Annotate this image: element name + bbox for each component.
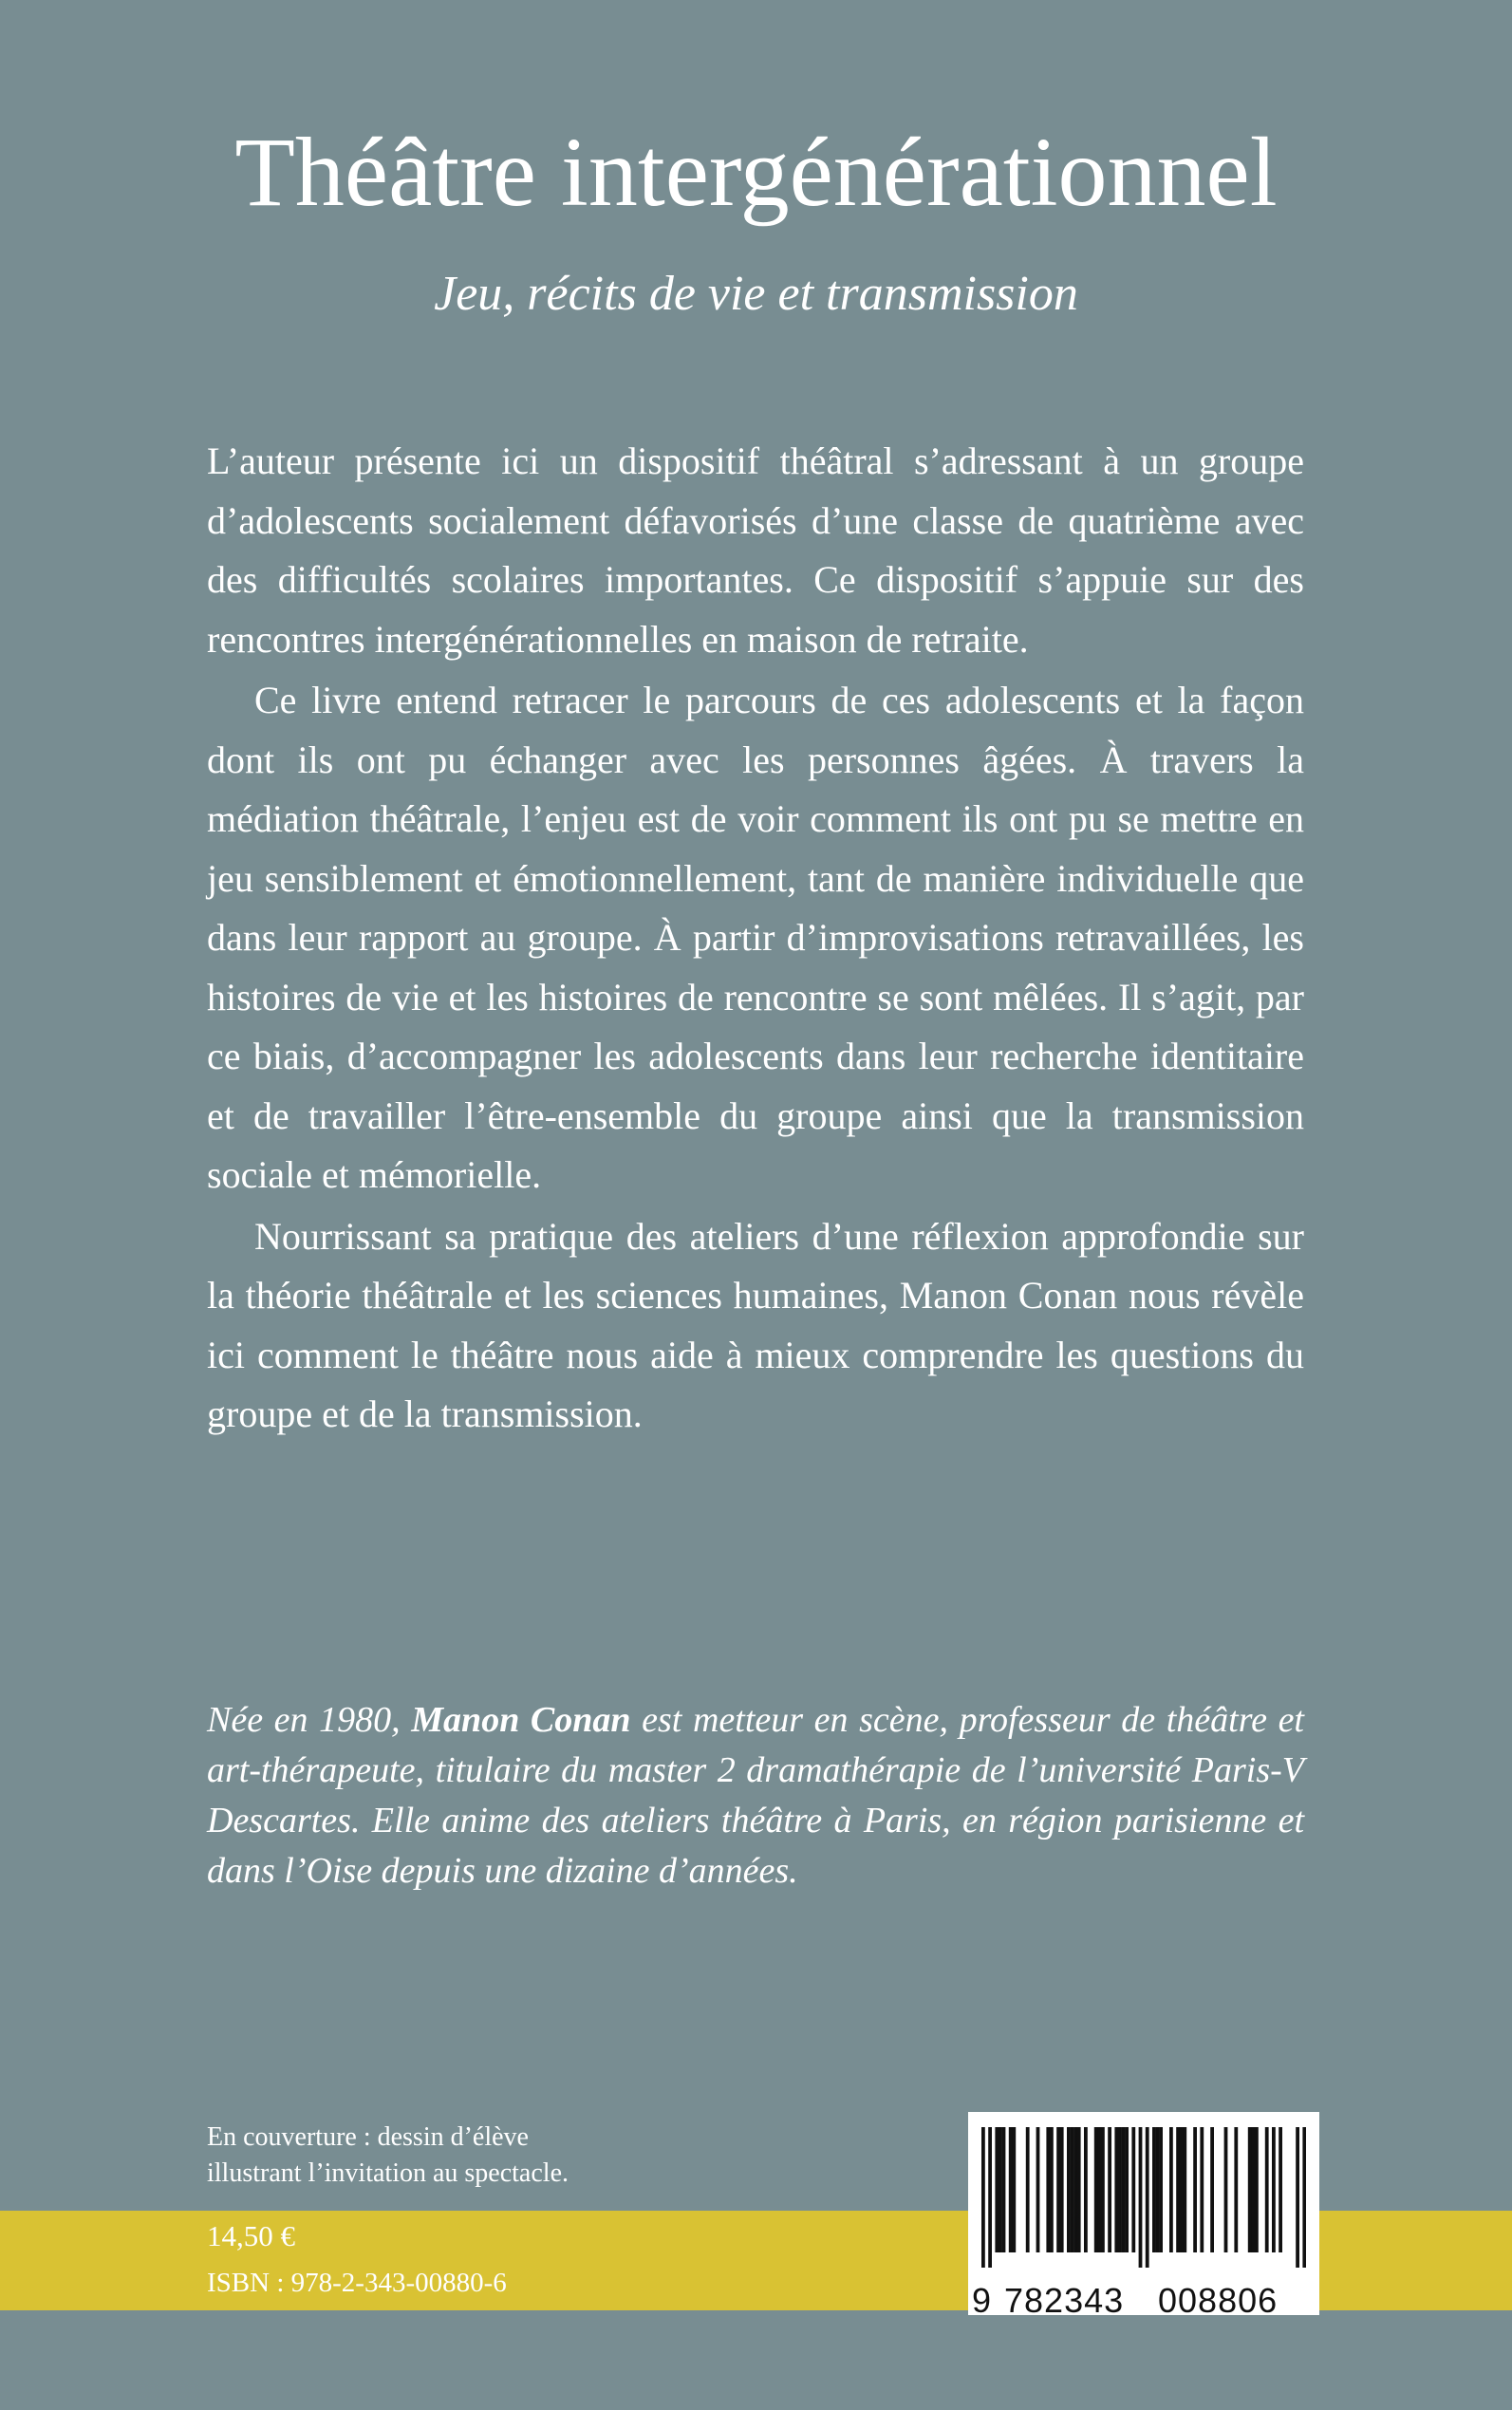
summary-text	[207, 432, 1304, 1445]
book-title: Théâtre intergénérationnel	[234, 118, 1278, 227]
barcode-bar	[988, 2127, 992, 2268]
summary-paragraph-2: Ce livre entend retracer le parcours de ces adolescents et la façon dont ils ont pu échanger avec les personnes âgées. À travers la médiation théâtrale, l’enjeu est de voir comment ils ont pu se mettre en jeu sensiblement et émotionnellement, tant de manière individuelle que dans leur rapport au groupe. À partir d’improvisations retravaillées, les histoires de vie et les histoires de rencontre se sont mêlées. Il s’agit, par ce biais, d’accompagner les adolescents dans leur recherche identitaire et de travailler l’être-ensemble du groupe ainsi que la transmission sociale et mémorielle.	[207, 679, 1304, 1196]
barcode-bar	[1101, 2127, 1105, 2252]
barcode-bar	[1084, 2127, 1088, 2252]
barcode-bar	[1067, 2127, 1071, 2252]
barcode-bar	[1108, 2127, 1111, 2252]
price: 14,50 €	[207, 2219, 295, 2252]
barcode-bar	[999, 2127, 1002, 2252]
barcode-bar	[1056, 2127, 1060, 2252]
barcode-lead-digit: 9	[972, 2281, 993, 2320]
barcode-bar	[1122, 2127, 1126, 2252]
barcode-bar	[1156, 2127, 1160, 2252]
barcode-right-group: 008806	[1158, 2281, 1279, 2320]
barcode-bar	[1118, 2127, 1122, 2252]
barcode-bar	[1073, 2127, 1077, 2252]
barcode-bar	[1180, 2127, 1184, 2252]
barcode-bar	[995, 2127, 999, 2252]
isbn: ISBN : 978-2-343-00880-6	[207, 2268, 507, 2298]
barcode-bar	[1002, 2127, 1006, 2252]
barcode-bars	[981, 2127, 1306, 2268]
book-subtitle: Jeu, récits de vie et transmission	[434, 267, 1078, 321]
barcode-left-group: 782343	[1004, 2281, 1125, 2320]
barcode-bar	[1146, 2127, 1149, 2268]
barcode-bar	[1279, 2127, 1282, 2252]
barcode-bar	[1060, 2127, 1064, 2252]
barcode-bar	[1234, 2127, 1238, 2252]
barcode-bar	[1251, 2127, 1255, 2252]
barcode-bar	[1139, 2127, 1143, 2268]
barcode-bar	[1077, 2127, 1081, 2252]
barcode-bar	[1302, 2127, 1306, 2268]
barcode-bar	[1046, 2127, 1050, 2252]
summary-paragraph-3: Nourrissant sa pratique des ateliers d’une réflexion approfondie sur la théorie théâtrale et les sciences humaines, Manon Conan nous révèle ici comment le théâtre nous aide à mieux comprendre les questions du groupe et de la transmission.	[207, 1214, 1304, 1435]
barcode-bar	[1248, 2127, 1252, 2252]
bio-intro: Née en 1980,	[207, 1700, 412, 1740]
barcode-bar	[1296, 2127, 1299, 2268]
barcode-bar	[1255, 2127, 1259, 2252]
barcode-bar	[1183, 2127, 1186, 2252]
cover-credit-line-2: illustrant l’invitation au spectacle.	[207, 2158, 569, 2188]
barcode-bar	[1071, 2127, 1074, 2252]
barcode-bar	[1193, 2127, 1197, 2252]
barcode-bar	[1159, 2127, 1163, 2252]
barcode-bar	[1050, 2127, 1054, 2252]
barcode-bar	[1152, 2127, 1156, 2252]
barcode-bar	[1036, 2127, 1040, 2252]
barcode-bar	[1097, 2127, 1101, 2252]
author-name: Manon Conan	[411, 1700, 631, 1740]
barcode-bar	[1200, 2127, 1204, 2252]
summary-paragraph-1: L’auteur présente ici un dispositif théâtral s’adressant à un groupe d’adolescents socialement défavorisés d’une classe de quatrième avec des difficultés scolaires importantes. Ce dispositif s’appuie sur des rencontres intergénérationnelles en maison de retraite.	[207, 439, 1304, 661]
bio-body: est metteur en scène, professeur de théâtre et art-thérapeute, titulaire du master 2 dramathérapie de l’université Paris-V Descartes. Elle anime des ateliers théâtre à Paris, en région parisienne et dans l’Oise depuis une dizaine d’années.	[207, 1700, 1304, 1891]
barcode-bar	[981, 2127, 985, 2268]
barcode-bar	[1026, 2127, 1030, 2252]
barcode-bar	[1210, 2127, 1214, 2252]
author-bio	[207, 1695, 1304, 1896]
barcode-bar	[1114, 2127, 1118, 2252]
barcode-bar	[1272, 2127, 1276, 2252]
barcode-bar	[1169, 2127, 1173, 2252]
cover-credit-line-1: En couverture : dessin d’élève	[207, 2122, 529, 2152]
barcode-bar	[1176, 2127, 1180, 2252]
cover-credit	[207, 2120, 681, 2192]
barcode-bar	[1094, 2127, 1098, 2252]
barcode-bar	[1125, 2127, 1129, 2252]
barcode-bar	[1009, 2127, 1013, 2252]
barcode-bar	[1012, 2127, 1016, 2252]
barcode-bar	[1131, 2127, 1135, 2252]
barcode-bar	[1265, 2127, 1269, 2252]
barcode-bar	[1224, 2127, 1228, 2252]
